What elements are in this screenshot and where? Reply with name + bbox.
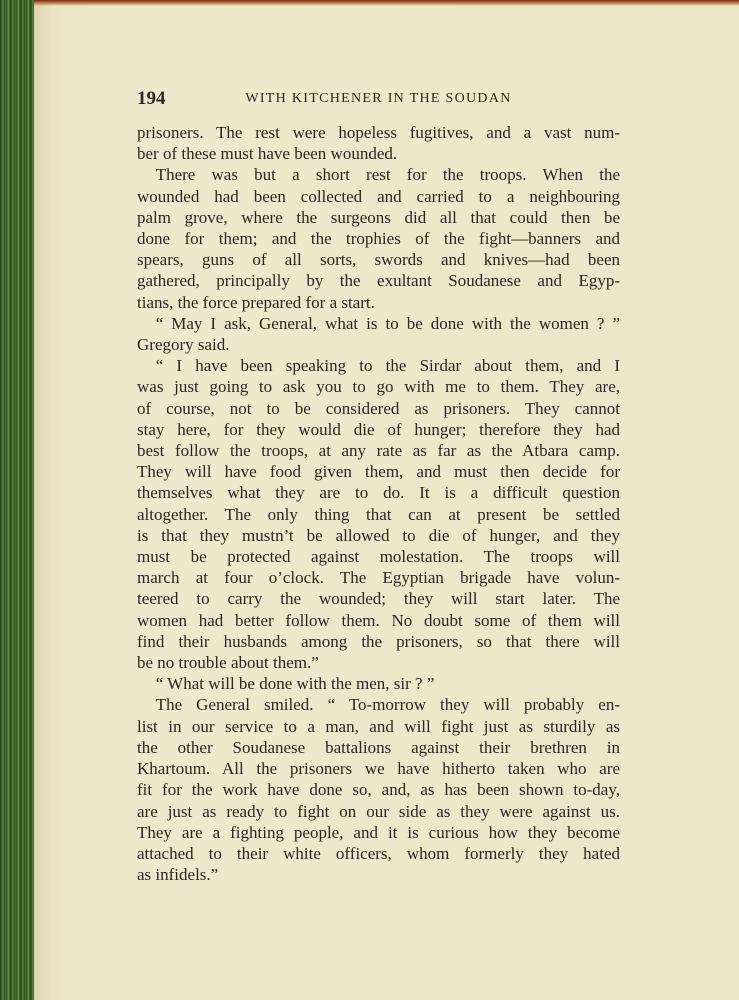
text-line: tians, the force prepared for a start. [137, 292, 375, 312]
text-line: palm grove, where the surgeons did all that could then be [137, 207, 620, 227]
text-line: ber of these must have been wounded. [137, 144, 398, 164]
text-line: as infidels.” [137, 865, 219, 885]
paragraph [137, 313, 620, 334]
paragraph [137, 143, 620, 164]
paragraph [137, 164, 620, 185]
text-line: “ I have been speaking to the Sirdar about them, and I [155, 356, 620, 376]
text-line: teered to carry the wounded; they will start later. The [137, 589, 620, 609]
text-line: the other Soudanese battalions against their brethren in [137, 737, 620, 757]
text-line: women had better follow them. No doubt some of them will [137, 610, 620, 630]
text-line: of course, not to be considered as prisoners. They cannot [137, 398, 620, 418]
text-line: was just going to ask you to go with me to them. They are, [137, 377, 620, 397]
text-line: The General smiled. “ To-morrow they will probably en- [155, 695, 620, 715]
page-top-edge [34, 0, 739, 6]
paragraph [137, 673, 620, 694]
text-line: stay here, for they would die of hunger; therefore they had [137, 419, 620, 439]
text-line: “ What will be done with the men, sir ? ” [155, 674, 435, 694]
running-head: WITH KITCHENER IN THE SOUDAN [245, 91, 512, 106]
page-header [137, 88, 620, 112]
text-line: They will have food given them, and must then decide for [137, 462, 620, 482]
paragraph [137, 122, 620, 143]
text-line: best follow the troops, at any rate as far as the Atbara camp. [137, 441, 620, 461]
paragraph [137, 186, 620, 292]
page-number: 194 [137, 88, 166, 109]
text-line: There was but a short rest for the troops. When the [155, 165, 620, 185]
paragraph [137, 334, 620, 355]
text-line: They are a fighting people, and it is curious how they become [137, 822, 620, 842]
text-line: “ May I ask, General, what is to be done with the women ? ” [155, 313, 620, 333]
text-line: Khartoum. All the prisoners we have hitherto taken who are [137, 759, 620, 779]
paragraph [137, 355, 620, 376]
text-line: wounded had been collected and carried to a neighbouring [137, 186, 620, 206]
paragraph [137, 376, 620, 652]
text-line: themselves what they are to do. It is a difficult question [137, 483, 620, 503]
text-line: are just as ready to fight on our side as they were against us. [137, 801, 620, 821]
text-line: spears, guns of all sorts, swords and knives—had been [137, 250, 620, 270]
book-spine-edge [0, 0, 38, 1000]
paragraph [137, 694, 620, 715]
paragraph [137, 292, 620, 313]
text-line: altogether. The only thing that can at present be settled [137, 504, 620, 524]
text-line: prisoners. The rest were hopeless fugitives, and a vast num- [137, 123, 620, 142]
text-line: is that they mustn’t be allowed to die of hunger, and they [137, 525, 620, 545]
text-line: must be protected against molestation. The troops will [137, 547, 620, 567]
text-line: attached to their white officers, whom formerly they hated [137, 843, 620, 863]
text-line: done for them; and the trophies of the fight—banners and [137, 229, 620, 249]
body-text [137, 122, 620, 885]
text-line: Gregory said. [137, 335, 230, 355]
text-line: fit for the work have done so, and, as has been shown to-day, [137, 780, 620, 800]
text-line: be no trouble about them.” [137, 653, 319, 673]
paragraph [137, 716, 620, 864]
text-line: find their husbands among the prisoners, so that there will [137, 631, 620, 651]
text-line: march at four o’clock. The Egyptian brigade have volun- [137, 568, 620, 588]
text-line: gathered, principally by the exultant Soudanese and Egyp- [137, 271, 620, 291]
paragraph [137, 652, 620, 673]
paragraph [137, 864, 620, 885]
text-line: list in our service to a man, and will fight just as sturdily as [137, 716, 620, 736]
